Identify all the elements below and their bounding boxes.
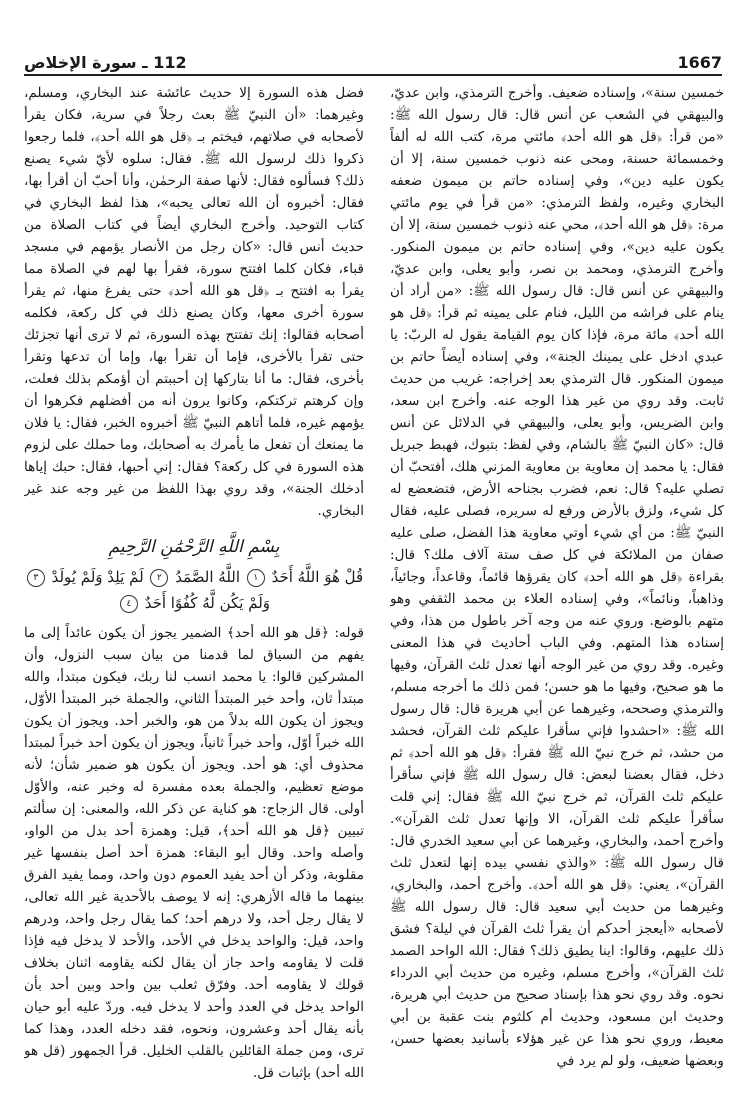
- verse-4: وَلَمْ يَكُن لَّهُ كُفُوًا أَحَدٌ: [144, 594, 271, 612]
- page-header: [24, 46, 722, 72]
- verse-2: اللَّهُ الصَّمَدُ: [175, 568, 241, 586]
- verse-number-4: ٤: [120, 595, 138, 613]
- verse-number-2: ٢: [150, 569, 168, 587]
- left-column: [24, 82, 364, 1092]
- right-column-paragraph: خمسين سنة»، وإسناده ضعيف. وأخرج الترمذي، وابن عديّ، والبيهقي في الشعب عن أنس قال: قال رسول الله ﷺ: «من قرأ: ﴿قل هو الله أحد﴾ مائتي مرة، كتب الله له ألفاً وخمسمائة حسنة، ومحى عنه ذنوب خمسين سنة، إلا أن يكون عليه دين»، وفي إسناده حاتم بن ميمون ضعفه البخاري وغيره، ولفظ الترمذي: «من قرأ في يوم مائتي مرة: ﴿قل هو الله أحد﴾، محي عنه ذنوب خمسين سنة، إلا أن يكون عليه دين»، وفي إسناده حاتم بن ميمون المنكور. وأخرج الترمذي، ومحمد بن نصر، وأبو يعلى، وابن عديّ، والبيهقي عن أنس قال: قال رسول الله ﷺ: «من أراد أن ينام على فراشه من الليل، فنام على يمينه ثم قرأ: ﴿قل هو الله أحد﴾ مائة مرة، فإذا كان يوم القيامة يقول له الربّ: يا عبدي ادخل على يمينك الجنة»، وفي إسناده أيضاً حاتم بن ميمون المنكور. قال الترمذي بعد إخراجه: غريب من حديث ثابت. وقد روي من غير هذا الوجه عنه. وأخرج ابن سعد، وابن الضريس، وأبو يعلى، والبيهقي في الدلائل عن أنس قال: «كان النبيّ ﷺ بالشام، وفي لفظ: بتبوك، فهبط جبريل فقال: يا محمد إن معاوية بن معاوية المزني هلك، أفتحبّ أن تصلي عليه؟ قال: نعم، فضرب بجناحه الأرض، فتضعضع له كل شيء، ولزق بالأرض ورفع له سريره، فصلى عليه، فقال النبيّ ﷺ: من أي شيء أوتي معاوية هذا الفضل، صلى عليه صفان من الملائكة في كل صف ستة آلاف ملك؟ قال: بقراءة ﴿قل هو الله أحد﴾ كان يقرؤها قائماً، وقاعداً، وجائياً، وذاهباً، ونائماً»، وفي إسناده العلاء بن محمد الثقفي وهو متهم بالوضع. وروي عنه من وجه آخر باطول من هذا، وفي إسناده هذا المتهم. وفي الباب أحاديث في هذا المعنى وغيره. وقد روي من غير الوجه أنها تعدل ثلث القرآن، وفيها ما هو صحيح، وفيها ما هو حسن؛ فمن ذلك ما أخرجه مسلم، والترمذي وصححه، وغيرهما عن أبي هريرة قال: قال رسول الله ﷺ: «احشدوا فإني سأقرا عليكم ثلث القرآن، فحشد من حشد، ثم خرج نبيّ الله ﷺ فقرأ: ﴿قل هو الله أحد﴾ ثم دخل، فقال بعضنا لبعض: قال رسول الله ﷺ فإني سأقرأ عليكم ثلث القرآن، ثم خرج نبيّ الله ﷺ فقال: إني قلت سأقرأ عليكم ثلث القرآن، الا وإنها تعدل ثلث القرآن». وأخرج أحمد، والبخاري، وغيرهما عن أبي سعيد الخدري قال: قال رسول الله ﷺ: «والذي نفسي بيده إنها لتعدل ثلث القرآن»، يعني: ﴿قل هو الله أحد﴾. وأخرج أحمد، والبخاري، وغيرهما من حديث أبي سعيد قال: قال رسول الله ﷺ لأصحابه «أيعجز أحدكم أن يقرأ ثلث القرآن في ليلة؟ فشق ذلك عليهم، وقالوا: اينا يطيق ذلك؟ فقال: الله الواحد الصمد ثلث القرآن»، وأخرج مسلم، وغيره من حديث أبي الدرداء نحوه. وقد روي نحو هذا بإسناد صحيح من حديث أبي هريرة، وحديث ابن مسعود، وحديث أم كلثوم بنت عقبة بن أبي معيط، وروي نحو هذا عن غير هؤلاء بأسانيد بعضها حسن، وبعضها ضعيف، ولو لم يرد في: [390, 85, 724, 1069]
- right-column: [390, 82, 724, 1092]
- surah-verses: [24, 564, 364, 616]
- verse-1: قُلْ هُوَ اللَّهُ أَحَدٌ: [271, 568, 364, 586]
- left-column-paragraph-top: فضل هذه السورة إلا حديث عائشة عند البخاري، ومسلم، وغيرهما: «أن النبيّ ﷺ بعث رجلاً في سرية، فكان يقرأ لأصحابه في صلاتهم، فيختم بـ ﴿قل هو الله أحد﴾، فلما رجعوا ذكروا ذلك لرسول الله ﷺ. فقال: سلوه لأيّ شيء يصنع ذلك؟ فسألوه فقال: لأنها صفة الرحمٰن، وأنا أحبّ أن أقرأ بها، فقال: أخبروه أن الله تعالى يحبه»، هذا لفظ البخاري في كتاب التوحيد. وأخرج البخاري أيضاً في كتاب الصلاة من حديث أنس قال: «كان رجل من الأنصار يؤمهم في مسجد قباء، فكان كلما افتتح سورة، فقرأ بها لهم في الصلاة مما يقرأ به افتتح بـ ﴿قل هو الله أحد﴾ حتى يفرغ منها، ثم يقرأ سورة أخرى معها، وكان يصنع ذلك في كل ركعة، فكلمه أصحابه فقالوا: إنك تفتتح بهذه السورة، ثم لا ترى أنها تجزئك حتى تقرأ بالأخرى، فإما أن تقرأ بها، وإما أن تدعها وتقرأ بأخرى، فقال: ما أنا بتاركها إن أحببتم أن أؤمكم بذلك فعلت، وإن كرهتم تركتكم، وكانوا يرون أنه من أفضلهم فكرهوا أن يؤمهم غيره، فلما أتاهم النبيّ ﷺ أخبروه الخبر، فقال: يا فلان ما يمنعك أن تفعل ما يأمرك به أصحابك، وما حملك على لزوم هذه السورة في كل ركعة؟ فقال: إني أحبها، فقال: حبك إياها أدخلك الجنة»، وقد روي بهذا اللفظ من غير وجه عند غير البخاري.: [24, 85, 364, 519]
- page-number: 1667: [677, 53, 722, 72]
- left-column-paragraph-bottom: قوله: ﴿قل هو الله أحد﴾ الضمير يجوز أن يكون عائداً إلى ما يفهم من السياق لما قدمنا من بيان سبب النزول، وأن المشركين قالوا: يا محمد انسب لنا ربك، فيكون مبتدأ، والله مبتدأ ثان، وأحد خبر المبتدأ الثاني، والجملة خبر المبتدأ الأوّل، ويجوز أن يكون الله بدلاً من هو، والخبر أحد. ويجوز أن يكون الله خبراً أوّل، وأحد خبراً ثانياً، ويجوز أن يكون أحد خبراً لمبتدأ محذوف أي: هو أحد. ويجوز أن يكون هو ضمير شأن؛ لأنه موضع تعظيم، والجملة بعده مفسرة له وخبر عنه، والأوّل أولى. قال الزجاج: هو كناية عن ذكر الله، والمعنى: إن سألتم تبيين ﴿قل هو الله أحد﴾، قيل: وهمزة أحد بدل من الواو، وأصله واحد. وقال أبو البقاء: همزة أحد أصل بنفسها غير مقلوبة، وذكر أن أحد يفيد العموم دون واحد، ومما يفيد الفرق بينهما ما قاله الأزهري: إنه لا يوصف بالأحدية غير الله تعالى، لا يقال رجل أحد، ولا درهم أحد؛ كما يقال رجل واحد، ودرهم واحد، قيل: والواحد يدخل في الأحد، والأحد لا يدخل فيه فإذا قلت لا يقاومه واحد جاز أن يقال لكنه يقاومه اثنان بخلاف قولك لا يقاومه أحد. وفرّق ثعلب بين واحد وبين أحد بأن الواحد يدخل في العدد وأحد لا يدخل فيه. وردّ عليه أبو حيان بأنه يقال أحد وعشرون، ونحوه، فقد دخله العدد، وهذا كما ترى، ومن جملة القائلين بالقلب الخليل. قرأ الجمهور (قل هو الله أحد) بإثبات قل.: [24, 625, 364, 1081]
- verse-3: لَمْ يَلِدْ وَلَمْ يُولَدْ: [51, 568, 144, 586]
- basmala: بِسْمِ اللَّهِ الرَّحْمَٰنِ الرَّحِيمِ: [108, 537, 280, 557]
- verse-number-3: ٣: [27, 569, 45, 587]
- surah-title: 112 ـ سورة الإخلاص: [24, 53, 187, 72]
- header-rule: [24, 74, 722, 76]
- verse-number-1: ١: [247, 569, 265, 587]
